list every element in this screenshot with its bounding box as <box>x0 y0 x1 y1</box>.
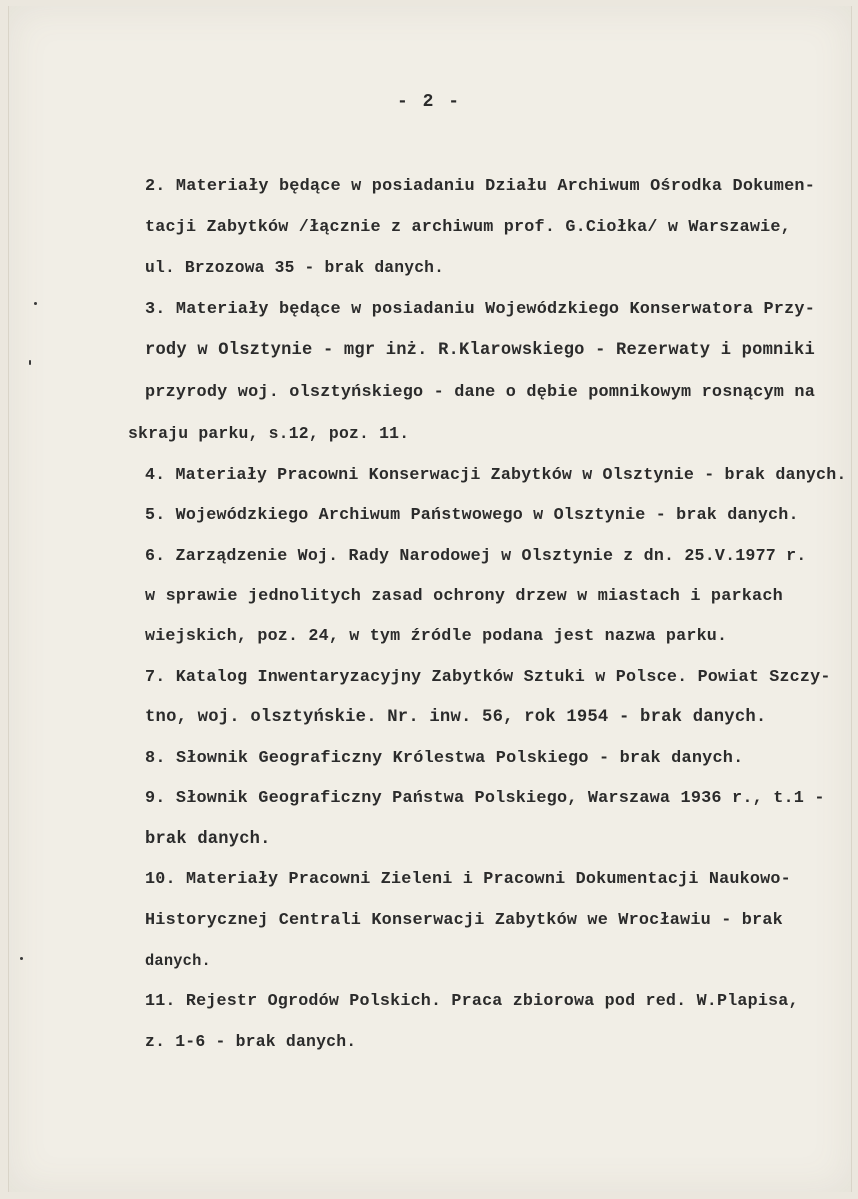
text-line: wiejskich, poz. 24, w tym źródle podana jest nazwa parku. <box>145 627 728 646</box>
text-line: 7. Katalog Inwentaryzacyjny Zabytków Sztuki w Polsce. Powiat Szczy- <box>145 668 831 687</box>
text-line: 5. Wojewódzkiego Archiwum Państwowego w Olsztynie - brak danych. <box>145 506 799 525</box>
text-line: 8. Słownik Geograficzny Królestwa Polskiego - brak danych. <box>145 749 744 768</box>
margin-dot-mark <box>20 957 23 960</box>
text-line: tacji Zabytków /łącznie z archiwum prof. G.Ciołka/ w Warszawie, <box>145 218 791 237</box>
text-line: 6. Zarządzenie Woj. Rady Narodowej w Olsztynie z dn. 25.V.1977 r. <box>145 546 807 565</box>
text-line: 4. Materiały Pracowni Konserwacji Zabytków w Olsztynie - brak danych. <box>145 465 847 484</box>
text-line: 3. Materiały będące w posiadaniu Wojewódzkiego Konserwatora Przy- <box>145 300 816 319</box>
text-line: brak danych. <box>145 830 271 849</box>
text-line: ul. Brzozowa 35 - brak danych. <box>145 258 445 277</box>
text-line: rody w Olsztynie - mgr inż. R.Klarowskiego - Rezerwaty i pomniki <box>145 341 815 360</box>
margin-dot-mark <box>29 360 31 365</box>
page-number: - 2 - <box>396 92 461 112</box>
text-line: w sprawie jednolitych zasad ochrony drzew w miastach i parkach <box>145 587 783 606</box>
text-line: danych. <box>145 952 211 970</box>
text-line: 10. Materiały Pracowni Zieleni i Pracowni Dokumentacji Naukowo- <box>145 870 791 889</box>
text-line: przyrody woj. olsztyńskiego - dane o dębie pomnikowym rosnącym na <box>145 383 816 402</box>
text-line: 2. Materiały będące w posiadaniu Działu Archiwum Ośrodka Dokumen- <box>145 177 816 196</box>
text-line: 11. Rejestr Ogrodów Polskich. Praca zbiorowa pod red. W.Plapisa, <box>145 992 799 1011</box>
text-line: tno, woj. olsztyńskie. Nr. inw. 56, rok 1954 - brak danych. <box>145 708 767 727</box>
text-line: 9. Słownik Geograficzny Państwa Polskiego, Warszawa 1936 r., t.1 - <box>145 789 825 808</box>
text-line: Historycznej Centrali Konserwacji Zabytków we Wrocławiu - brak <box>145 911 783 930</box>
text-line: z. 1-6 - brak danych. <box>145 1032 357 1051</box>
margin-dot-mark <box>34 302 37 305</box>
text-line: skraju parku, s.12, poz. 11. <box>128 424 410 443</box>
